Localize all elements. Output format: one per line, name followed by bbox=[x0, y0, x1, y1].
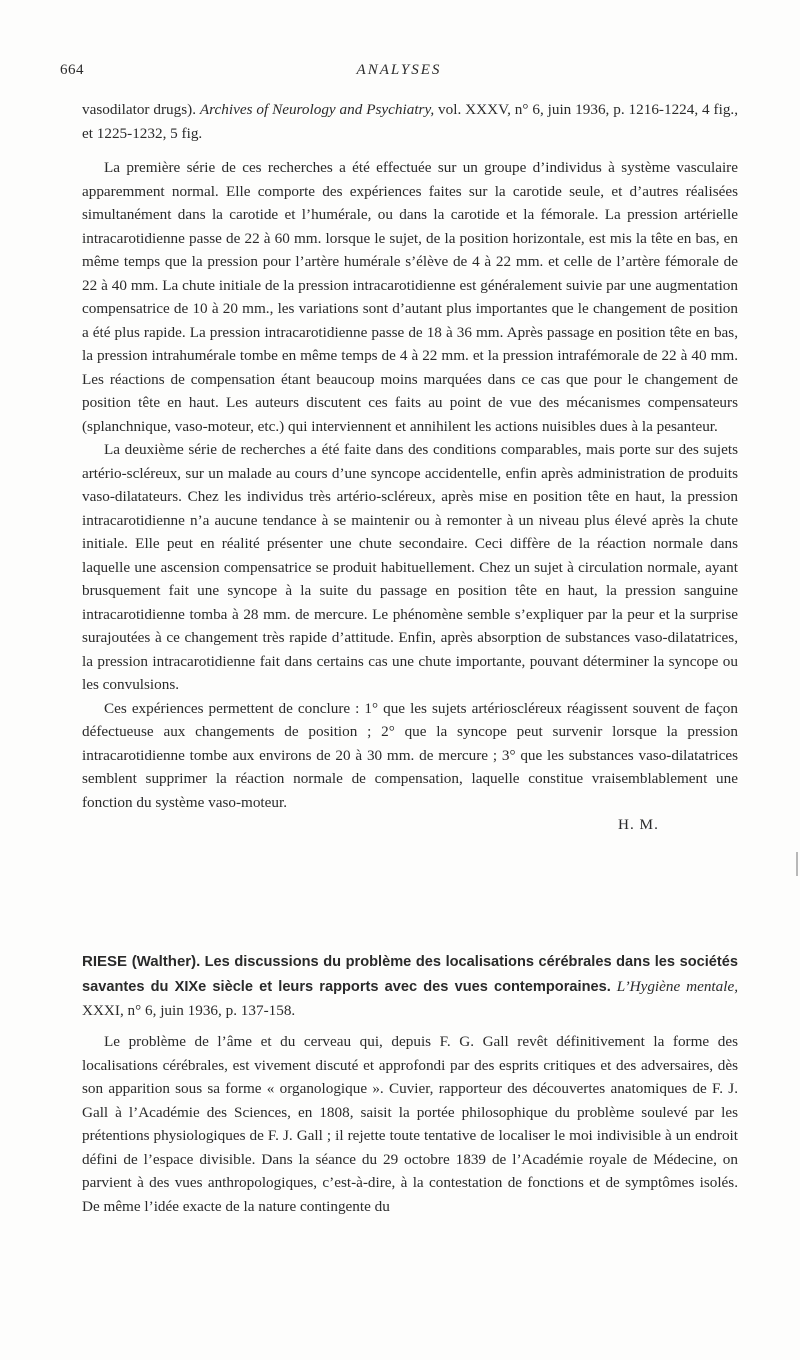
header-title: ANALYSES bbox=[356, 62, 442, 78]
review-1-body bbox=[82, 156, 738, 814]
review-1-signature: H. M. bbox=[618, 816, 659, 833]
review-1-paragraph-3: Ces expériences permettent de conclure : 1° que les sujets artérioscléreux réagissent souvent de façon défectueuse aux changements de position ; 2° que la syncope peut survenir lorsque la pression intracarotidienne tombe aux environs de 20 à 30 mm. de mercure ; 3° que les substances vaso-dilatatrices semblent supprimer la réaction normale de compensation, laquelle constitue vraisemblablement une fonction du système vaso-moteur. bbox=[82, 699, 738, 811]
review-1-paragraph-1: La première série de ces recherches a été effectuée sur un groupe d’individus à système vasculaire apparemment normal. Elle comporte des expériences faites sur la carotide seule, et d’autres réalisées simultanément dans la carotide et l’humérale, ou dans la carotide et la fémorale. La pression artérielle intracarotidienne passe de 22 à 60 mm. lorsque le sujet, de la position horizontale, est mis la tête en bas, en même temps que la pression pour l’artère humérale s’élève de 4 à 22 mm. et celle de l’artère fémorale de 22 à 40 mm. La chute initiale de la pression intracarotidienne est généralement suivie par une augmentation compensatrice de 10 à 20 mm., les variations sont d’autant plus importantes que le changement de position a été plus rapide. La pression intracarotidienne passe de 18 à 36 mm. Après passage en position tête en bas, la pression intrahumérale tombe en même temps de 4 à 22 mm. et la pression intrafémorale de 22 à 40 mm. Les réactions de compensation étant beaucoup moins marquées dans ce cas que pour le changement de position tête en haut. Les auteurs discutent ces faits au point de vue des mécanismes compensateurs (splanchnique, vaso-moteur, etc.) qui interviennent et annihilent les actions nuisibles dues à la pesanteur. bbox=[82, 159, 738, 435]
review-2-reference: XXXI, n° 6, juin 1936, p. 137-158. bbox=[82, 1002, 296, 1019]
citation-journal: Archives of Neurology and Psychiatry, bbox=[199, 101, 435, 118]
review-1-paragraph-2: La deuxième série de recherches a été faite dans des conditions comparables, mais porte sur des sujets artério-scléreux, sur un malade au cours d’une syncope accidentelle, enfin après administration de produits vaso-dilatateurs. Chez les individus très artério-scléreux, après mise en position tête en haut, la pression intracarotidienne n’a aucune tendance à se maintenir ou à remonter à un niveau plus élevé après la chute initiale. Elle peut en réalité présenter une chute secondaire. Ceci diffère de la réaction normale dans laquelle une ascension compensatrice se produit habituellement. Chez un sujet à circulation normale, ayant brusquement fait une syncope à la suite du passage en position tête en haut, la pression sanguine intracarotidienne tomba à 28 mm. de mercure. Le phénomène semble s’expliquer par la peur et la surprise surajoutées à ce changement très rapide d’attitude. Enfin, après absorption de substances vaso-dilatatrices, la pression intracarotidienne fait dans certains cas une chute importante, pouvant déterminer la syncope ou les convulsions. bbox=[82, 441, 738, 693]
review-2-title: Les discussions du problème des localisations cérébrales dans les sociétés savantes du XIXe siècle et leurs rapports avec des vues contemporaines. bbox=[82, 954, 738, 995]
review-2-journal: L’Hygiène mentale, bbox=[616, 977, 738, 995]
page-number: 664 bbox=[60, 62, 84, 78]
citation-details: vol. XXXV, n° 6, juin 1936, p. 1216-1224, 4 fig., et 1225-1232, 5 fig. bbox=[82, 101, 739, 142]
review-2-author: RIESE (Walther). bbox=[82, 953, 201, 970]
running-header bbox=[60, 62, 738, 84]
review-2-heading bbox=[82, 950, 738, 1023]
review-2-body bbox=[82, 1030, 738, 1218]
review-2-paragraph-1: Le problème de l’âme et du cerveau qui, depuis F. G. Gall revêt définitivement la forme des localisations cérébrales, est vivement discuté et approfondi par des esprits critiques et des adversaires, dès son apparition sous sa forme « organologique ». Cuvier, rapporteur des découvertes anatomiques de F. J. Gall à l’Académie des Sciences, en 1808, saisit la portée philosophique du problème soulevé par les prétentions physiologiques de F. J. Gall ; il rejette toute tentative de localiser le moi indivisible à un endroit défini de l’espace divisible. Dans la séance du 29 octobre 1839 de l’Académie royale de Médecine, on parvient à des vues anthropologiques, c’est-à-dire, à la contestation de fonctions et de symptômes isolés. De même l’idée exacte de la nature contingente du bbox=[82, 1033, 738, 1215]
citation-text: vasodilator drugs). bbox=[82, 101, 200, 118]
page-edge-mark bbox=[796, 852, 798, 876]
citation-continuation bbox=[82, 98, 738, 145]
